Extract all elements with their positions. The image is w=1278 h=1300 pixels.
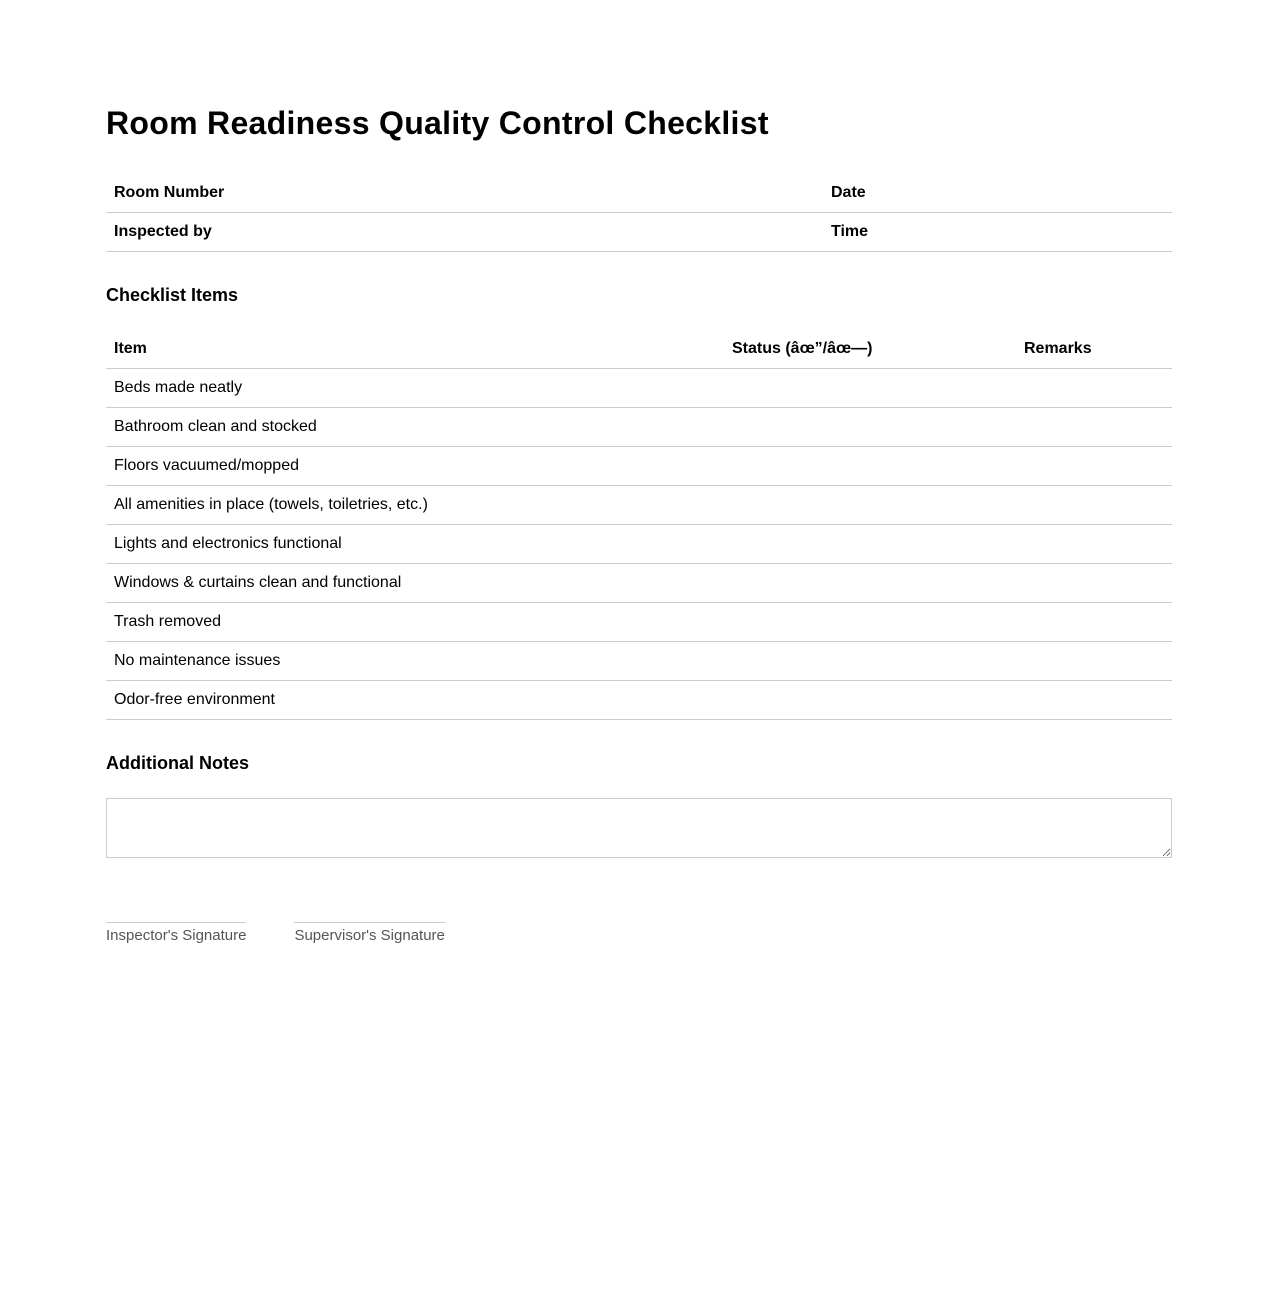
status-cell[interactable] [724,408,1016,447]
item-cell: Bathroom clean and stocked [106,408,724,447]
checklist-heading: Checklist Items [106,285,239,305]
supervisor-signature-line: Supervisor's Signature [294,922,444,945]
column-header-status: Status (âœ”/âœ—) [724,330,1016,369]
item-cell: All amenities in place (towels, toiletries, etc.) [106,486,724,525]
item-cell: Lights and electronics functional [106,525,724,564]
status-cell[interactable] [724,603,1016,642]
item-cell: No maintenance issues [106,642,724,681]
remarks-cell[interactable] [1016,447,1172,486]
table-row [106,369,1172,408]
table-row [106,486,1172,525]
date-label: Date [823,174,1172,213]
room-number-label: Room Number [106,174,823,213]
table-row [106,681,1172,720]
additional-notes-heading: Additional Notes [106,753,249,773]
info-row-inspector-time [106,213,1172,252]
table-row [106,564,1172,603]
remarks-cell[interactable] [1016,486,1172,525]
item-cell: Windows & curtains clean and functional [106,564,724,603]
remarks-cell[interactable] [1016,369,1172,408]
status-cell[interactable] [724,447,1016,486]
page-title: Room Readiness Quality Control Checklist [106,105,769,141]
checklist-table [106,330,1172,720]
status-cell[interactable] [724,681,1016,720]
status-cell[interactable] [724,369,1016,408]
checklist-header-row [106,330,1172,369]
table-row [106,603,1172,642]
column-header-item: Item [106,330,724,369]
table-row [106,642,1172,681]
remarks-cell[interactable] [1016,525,1172,564]
table-row [106,525,1172,564]
signature-section [106,922,445,945]
remarks-cell[interactable] [1016,642,1172,681]
remarks-cell[interactable] [1016,564,1172,603]
status-cell[interactable] [724,564,1016,603]
item-cell: Trash removed [106,603,724,642]
item-cell: Floors vacuumed/mopped [106,447,724,486]
info-table [106,174,1172,252]
item-cell: Beds made neatly [106,369,724,408]
column-header-remarks: Remarks [1016,330,1172,369]
table-row [106,447,1172,486]
inspector-signature-line: Inspector's Signature [106,922,246,945]
inspected-by-label: Inspected by [106,213,823,252]
table-row [106,408,1172,447]
remarks-cell[interactable] [1016,408,1172,447]
remarks-cell[interactable] [1016,681,1172,720]
status-cell[interactable] [724,642,1016,681]
info-row-room-date [106,174,1172,213]
status-cell[interactable] [724,525,1016,564]
time-label: Time [823,213,1172,252]
item-cell: Odor-free environment [106,681,724,720]
additional-notes-textarea[interactable] [106,798,1172,858]
remarks-cell[interactable] [1016,603,1172,642]
status-cell[interactable] [724,486,1016,525]
